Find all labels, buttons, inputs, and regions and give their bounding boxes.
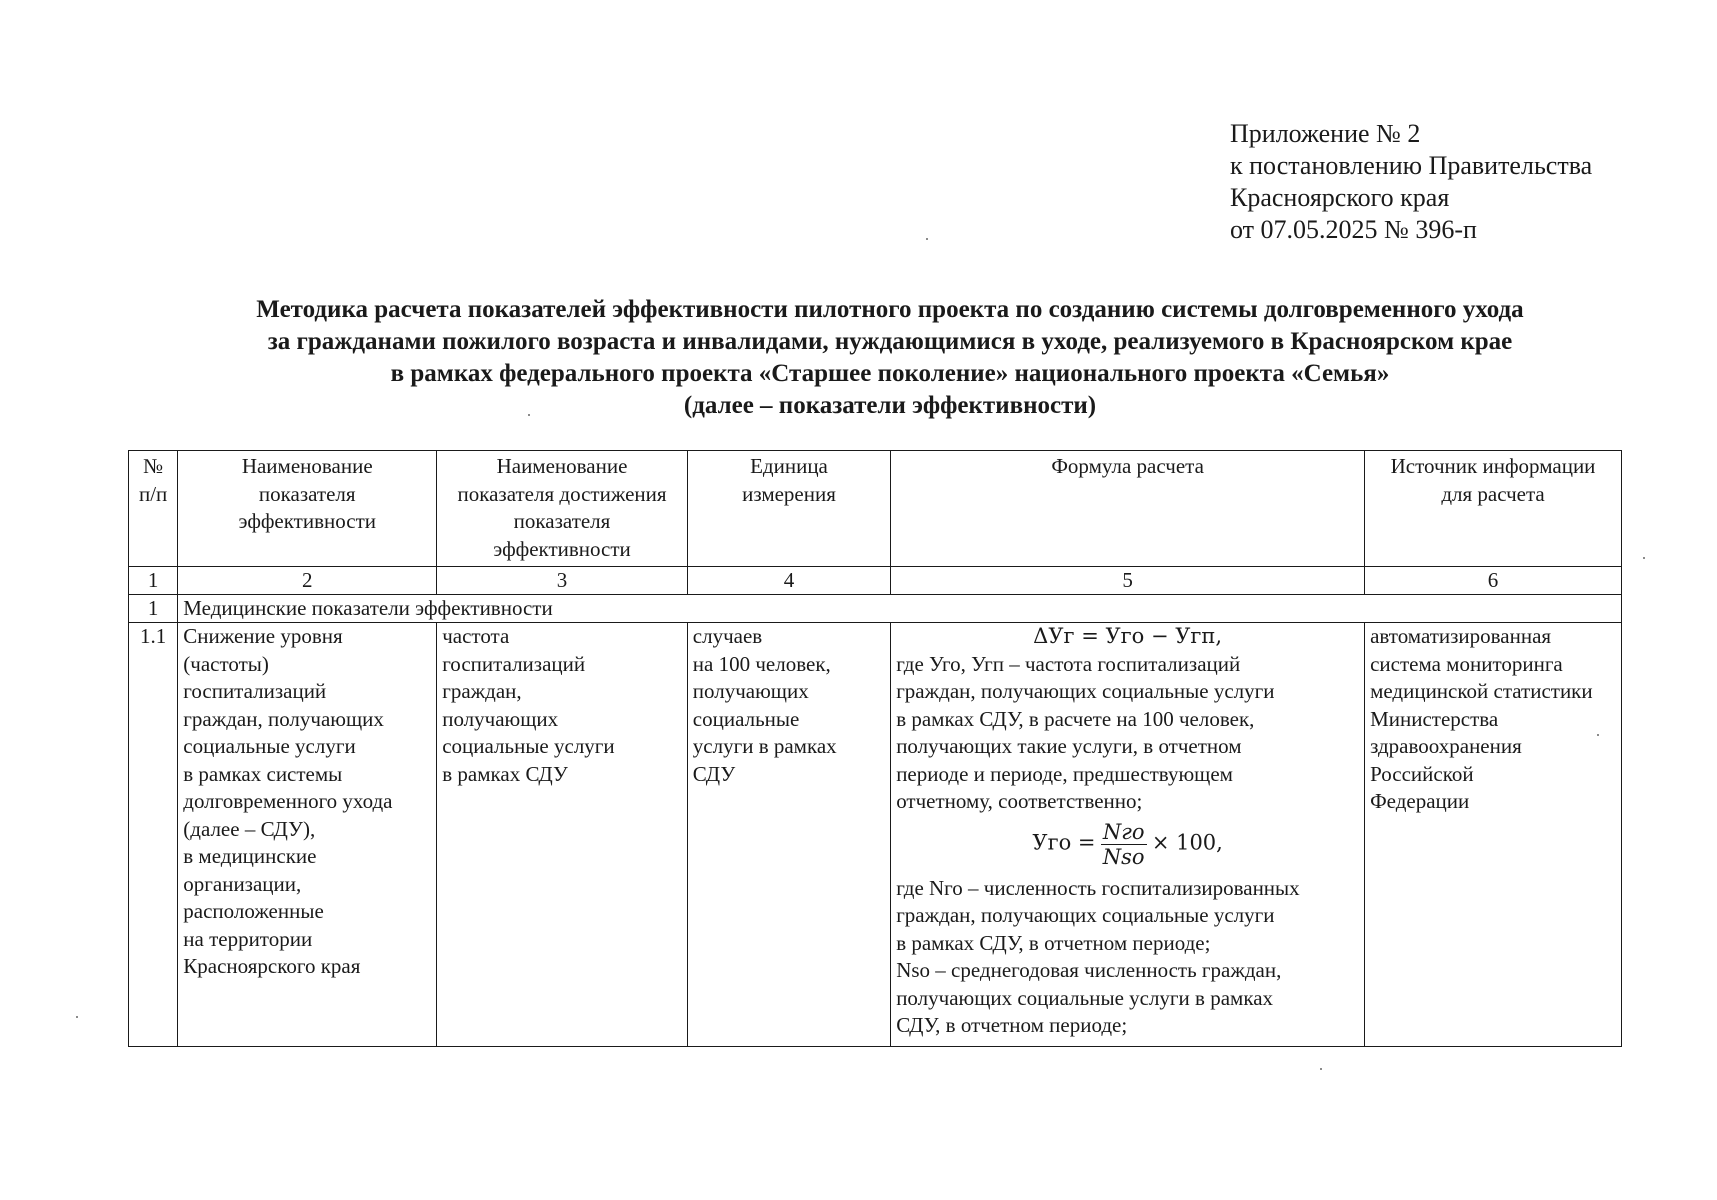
header-formula: Формула расчета xyxy=(891,451,1365,567)
title-line-2: за гражданами пожилого возраста и инвалидами, нуждающимися в уходе, реализуемого в Красноярском крае xyxy=(267,328,1513,355)
column-number: 3 xyxy=(437,567,688,595)
section-label: Медицинские показатели эффективности xyxy=(178,595,1622,623)
scan-speck xyxy=(1643,557,1645,559)
header-unit: Единица измерения xyxy=(687,451,890,567)
approval-block xyxy=(1230,118,1592,246)
section-row xyxy=(129,595,1622,623)
header-number: № п/п xyxy=(129,451,178,567)
scan-speck xyxy=(76,1016,78,1018)
approval-line-4: от 07.05.2025 № 396-п xyxy=(1230,215,1477,244)
formula-cell: ΔУг = Уго − Угп, где Уго, Угп – частота госпитализаций граждан, получающих социальные услуги в рамках СДУ, в расчете на 100 человек, получающих такие услуги, в отчетном периоде и периоде, предшествующем отчетному, соответственно; Уго = $\frac{\text{Nго}}{\text{Nso}}$ × 100, где Nго – численность госпитализированных граждан, получающих социальные услуги в рамках СДУ, в отчетном периоде; Nso – среднегодовая численность граждан, получающих социальные услуги в рамках СДУ, в отчетном периоде; xyxy=(891,623,1365,1047)
approval-line-3: Красноярского края xyxy=(1230,183,1450,212)
column-number: 1 xyxy=(129,567,178,595)
formula-ns-line: Nso – среднегодовая численность граждан, xyxy=(896,958,1282,982)
column-number: 4 xyxy=(687,567,890,595)
indicators-table xyxy=(128,450,1622,1047)
section-number: 1 xyxy=(129,595,178,623)
column-number: 5 xyxy=(891,567,1365,595)
unit-cell: случаев на 100 человек, получающих социальные услуги в рамках СДУ xyxy=(687,623,890,1047)
header-row xyxy=(129,451,1622,567)
column-number-row xyxy=(129,567,1622,595)
title-line-1: Методика расчета показателей эффективности пилотного проекта по созданию системы долговременного ухода xyxy=(256,296,1524,323)
scan-speck xyxy=(1597,734,1599,736)
fraction-denominator: Nso xyxy=(1102,844,1145,869)
formula-fraction: Уго = $\frac{\text{Nго}}{\text{Nso}}$ × 100, xyxy=(1032,819,1223,869)
column-number: 2 xyxy=(178,567,437,595)
indicator-cell: Снижение уровня (частоты) госпитализаций граждан, получающих социальные услуги в рамках системы долговременного ухода (далее – СДУ), в медицинские организации, расположенные на территории Красноярского края xyxy=(178,623,437,1047)
achievement-cell: частота госпитализаций граждан, получающих социальные услуги в рамках СДУ xyxy=(437,623,688,1047)
row-number: 1.1 xyxy=(129,623,178,1047)
header-achievement-name: Наименование показателя достижения показателя эффективности xyxy=(437,451,688,567)
formula-where-2: где Nго – численность госпитализированных xyxy=(896,875,1300,900)
approval-line-1: Приложение № 2 xyxy=(1230,119,1421,148)
header-source: Источник информации для расчета xyxy=(1365,451,1622,567)
title-line-3: в рамках федерального проекта «Старшее поколение» национального проекта «Семья» xyxy=(390,360,1390,387)
table-row xyxy=(129,623,1622,1047)
scan-speck xyxy=(1320,1068,1322,1070)
title-line-4: (далее – показатели эффективности) xyxy=(683,392,1097,419)
scan-speck xyxy=(528,414,530,416)
formula-main: ΔУг = Уго − Угп, xyxy=(1033,624,1223,648)
scan-speck xyxy=(926,238,928,240)
source-cell: автоматизированная система мониторинга медицинской статистики Министерства здравоохранения Российской Федерации xyxy=(1365,623,1622,1047)
fraction-numerator: Nго xyxy=(1101,820,1147,845)
approval-line-2: к постановлению Правительства xyxy=(1230,151,1593,180)
header-indicator-name: Наименование показателя эффективности xyxy=(178,451,437,567)
column-number: 6 xyxy=(1365,567,1622,595)
formula-where-1: где Уго, Угп – частота госпитализаций xyxy=(896,651,1241,676)
document-title xyxy=(120,294,1660,422)
